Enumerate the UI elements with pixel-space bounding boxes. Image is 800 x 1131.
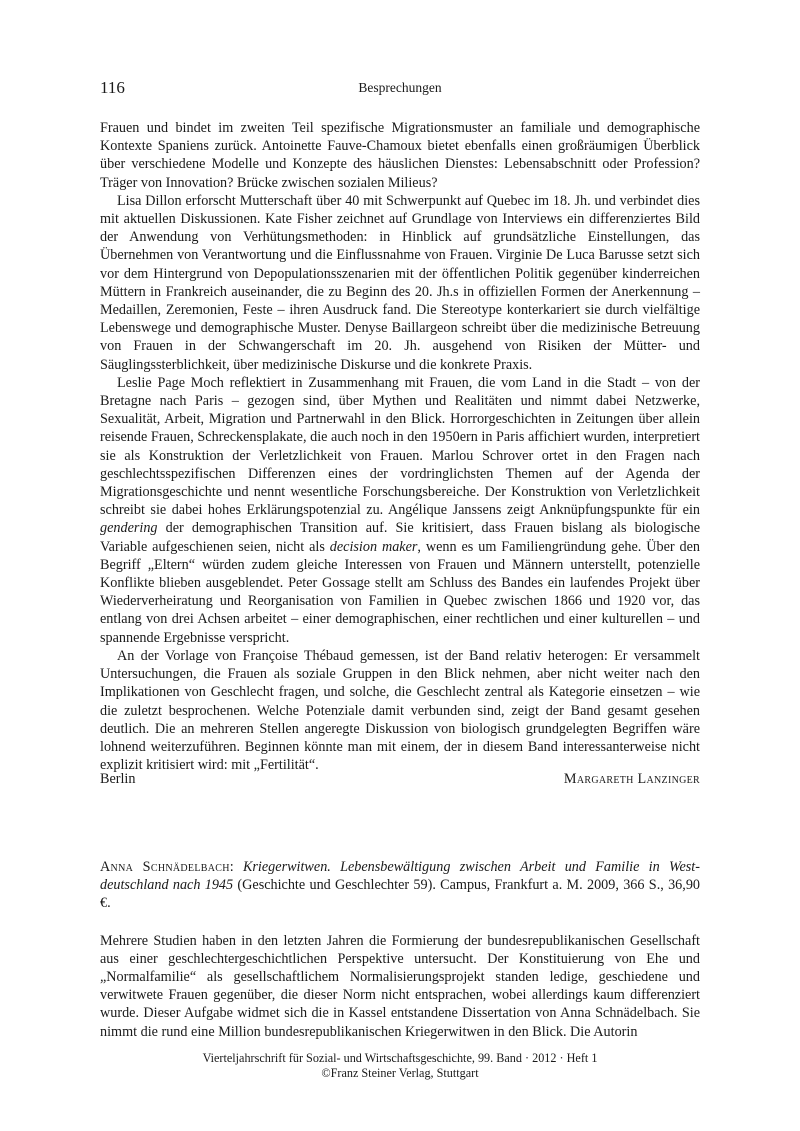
- running-head: Besprechungen: [358, 80, 442, 95]
- paragraph-3-part-a: Leslie Page Moch reflektiert in Zusammenhang mit Frauen, die vom Land in die Stadt – von der Bretagne nach Paris – gezogen sind, über Mythen und Realitäten und nimmt dabei Netzwerke, Sexualität, Arbeit, Migration und Partnerwahl in den Blick. Horrorgeschichten in Zeitungen über allein reisende Frauen, Schreckensplakate, die auch noch in den 1950ern in Paris affichiert wurden, interpretiert sie als Konstruktion der Verletzlichkeit von Frauen. Marlou Schrover ortet in den Fragen nach geschlechtsspezifischen Differenzen eines der vordringlichsten Themen auf der Agenda der Migrationsgeschichte und nennt wesentliche Forschungsbereiche. Der Konstruktion von Verletzlichkeit schreibt sie dabei hohes Erklärungspotenzial zu. Angélique Janssens zeigt Anknüpfungspunkte für ein: [100, 374, 700, 519]
- page-number: 116: [100, 78, 125, 97]
- page-header: [100, 78, 700, 100]
- review-signature: [100, 771, 700, 791]
- citation-details: (Geschichte und Geschlechter 59). Campus, Frankfurt a. M. 2009, 366 S., 36,90 €.: [100, 877, 701, 912]
- signature-reviewer: Margareth Lanzinger: [563, 771, 700, 787]
- citation-author: Anna Schnädelbach: [100, 859, 230, 875]
- term-decision-maker: decision maker: [329, 538, 418, 555]
- citation-author-separator: :: [229, 859, 243, 875]
- paragraph-3: [100, 374, 700, 647]
- citation-title: Kriegerwitwen. Lebensbewältigung zwischen Arbeit und Familie in Westdeutschland nach 1945: [100, 859, 700, 894]
- paragraph-4: An der Vorlage von Françoise Thébaud gemessen, ist der Band relativ heterogen: Er versammelt Untersuchungen, die Frauen als soziale Gruppen in den Blick nehmen, aber nicht weiter nach den Implikationen von Geschlecht fragen, und solche, die Geschlecht zentral als Kategorie einsetzen – wie die zuletzt besprochenen. Welche Potenziale damit verbunden sind, zeigt der Band gesamt gesehen deutlich. Die an mehreren Stellen angeregte Diskussion von biologisch grundgelegten Begriffen wäre lohnend weiterzuführen. Beginnen könnte man mit einem, der in diesem Band interessanterweise nicht explizit kritisiert wird: mit „Fertilität“.: [100, 647, 700, 774]
- next-review-paragraph: Mehrere Studien haben in den letzten Jahren die Formierung der bundesrepublikanischen Gesellschaft aus einer geschlechtergeschichtlichen Perspektive untersucht. Der Konstituierung von Ehe und „Normalfamilie“ als gesellschaftlichem Normalisierungsprojekt standen ledige, geschiedene und verwitwete Frauen gegenüber, die dieser Norm nicht entsprachen, wobei allerdings kaum differenziert wurde. Dieser Aufgabe widmet sich die in Kassel entstandene Dissertation von Anna Schnädelbach. Sie nimmt die rund eine Million bundesrepublikanischen Kriegerwitwen in den Blick. Die Autorin: [100, 932, 700, 1040]
- book-citation: [100, 858, 700, 913]
- paragraph-2: Lisa Dillon erforscht Mutterschaft über 40 mit Schwerpunkt auf Quebec im 18. Jh. und verbindet dies mit aktuellen Diskussionen. Kate Fisher zeichnet auf Grundlage von Interviews ein differenziertes Bild der Anwendung von Verhütungsmethoden: in Hinblick auf grundsätzliche Einstellungen, das Übernehmen von Verantwortung und die Einflussnahme von Frauen. Virginie De Luca Barusse setzt sich vor dem Hintergrund von Depopulationsszenarien mit der öffentlichen Politik gegenüber kinderreichen Müttern in Frankreich auseinander, die zu Beginn des 20. Jh.s in offiziellen Formen der Anerkennung – Medaillen, Zeremonien, Feste – ihren Ausdruck fand. Die Stereotype konterkariert sie durch vielfältige Lebenswege und demographische Muster. Denyse Baillargeon schreibt über die medizinische Betreuung von Frauen in der Schwangerschaft im 20. Jh. ausgehend von Risiken der Mütter- und Säuglingssterblichkeit, über medizinische Diskurse und die konkrete Praxis.: [100, 192, 700, 373]
- footer-publisher-line: ©Franz Steiner Verlag, Stuttgart: [321, 1066, 479, 1080]
- next-review: [100, 858, 700, 1041]
- term-gendering: gendering: [100, 520, 158, 537]
- footer-journal-line: Vierteljahrschrift für Sozial- und Wirtschaftsgeschichte, 99. Band · 2012 · Heft 1: [202, 1051, 598, 1065]
- review-body: [100, 119, 700, 774]
- signature-city: Berlin: [100, 771, 136, 787]
- paragraph-3-part-c: , wenn es um Familiengründung gehe. Über den Begriff „Eltern“ würden zudem gleiche Interessen von Frauen und Männern unterstellt, potenzielle Konflikte blieben ausgeblendet. Peter Gossage stellt am Schluss des Bandes ein laufendes Projekt über Wiederverheiratung und Reorganisation von Familien in Quebec zwischen 1866 und 1920 vor, das entlang von drei Achsen arbeitet – einer demographischen, einer rechtlichen und einer kulturellen – und spannende Ergebnisse verspricht.: [100, 538, 700, 646]
- paragraph-3-part-b: der demographischen Transition auf. Sie kritisiert, dass Frauen bislang als biologische Variable aufgeschienen seien, nicht als: [100, 520, 700, 555]
- paragraph-1: Frauen und bindet im zweiten Teil spezifische Migrationsmuster an familiale und demographische Kontexte Spaniens zurück. Antoinette Fauve-Chamoux bietet ebenfalls einen großräumigen Überblick über verschiedene Modelle und Konzepte des häuslichen Dienstes: Lebensabschnitt oder Profession? Träger von Innovation? Brücke zwischen sozialen Milieus?: [100, 120, 700, 191]
- page-footer: [100, 1051, 700, 1081]
- journal-page: [100, 0, 700, 1131]
